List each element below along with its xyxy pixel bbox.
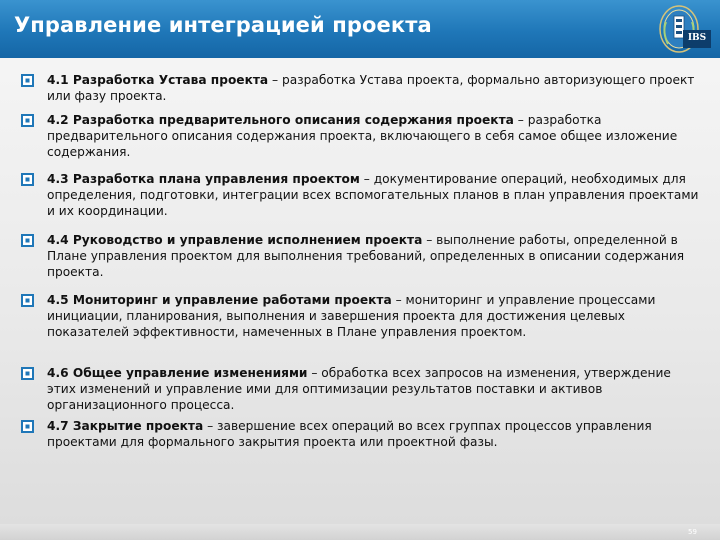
item-title: 4.2 Разработка предварительного описания содержания проекта: [47, 113, 514, 127]
checkbox-bullet-icon: [21, 234, 34, 247]
item-description: – обработка всех запросов на изменения, утверждение этих изменений и управление ими для оптимизации результатов поставки и активов организационного процесса.: [47, 366, 671, 412]
logo-text: IBS: [687, 33, 707, 43]
item-text: [47, 418, 699, 450]
item-text: [47, 171, 699, 219]
item-text: [47, 112, 699, 160]
item-text: [47, 72, 699, 104]
page-number: 59: [688, 528, 697, 536]
item-title: 4.3 Разработка плана управления проектом: [47, 172, 360, 186]
item-description: – мониторинг и управление процессами инициации, планирования, выполнения и завершения проекта для достижения целевых показателей эффективности, намеченных в Плане управления проектом.: [47, 293, 656, 339]
slide-title: Управление интеграцией проекта: [14, 13, 432, 37]
item-text: [47, 232, 699, 280]
item-description: – документирование операций, необходимых для определения, подготовки, интеграции всех вспомогательных планов в план управления проектами и их координации.: [47, 172, 699, 218]
item-title: 4.5 Мониторинг и управление работами проекта: [47, 293, 392, 307]
checkbox-bullet-icon: [21, 294, 34, 307]
checkbox-bullet-icon: [21, 114, 34, 127]
item-description: – завершение всех операций во всех группах процессов управления проектами для формального закрытия проекта или проектной фазы.: [47, 419, 652, 449]
item-title: 4.6 Общее управление изменениями: [47, 366, 308, 380]
item-text: [47, 365, 699, 413]
checkbox-bullet-icon: [21, 367, 34, 380]
checkbox-bullet-icon: [21, 173, 34, 186]
item-text: [47, 292, 699, 340]
title-bar: [0, 0, 720, 58]
checkbox-bullet-icon: [21, 420, 34, 433]
item-title: 4.7 Закрытие проекта: [47, 419, 204, 433]
institution-emblem-icon: [652, 2, 714, 58]
item-title: 4.4 Руководство и управление исполнением проекта: [47, 233, 423, 247]
item-title: 4.1 Разработка Устава проекта: [47, 73, 269, 87]
item-description: – разработка Устава проекта, формально авторизующего проект или фазу проекта.: [47, 73, 695, 103]
item-description: – выполнение работы, определенной в Плане управления проектом для выполнения требований, определенных в описании содержания проекта.: [47, 233, 685, 279]
item-description: – разработка предварительного описания содержания проекта, включающего в себя самое общее изложение содержания.: [47, 113, 678, 159]
checkbox-bullet-icon: [21, 74, 34, 87]
footer-bar: [0, 524, 720, 540]
